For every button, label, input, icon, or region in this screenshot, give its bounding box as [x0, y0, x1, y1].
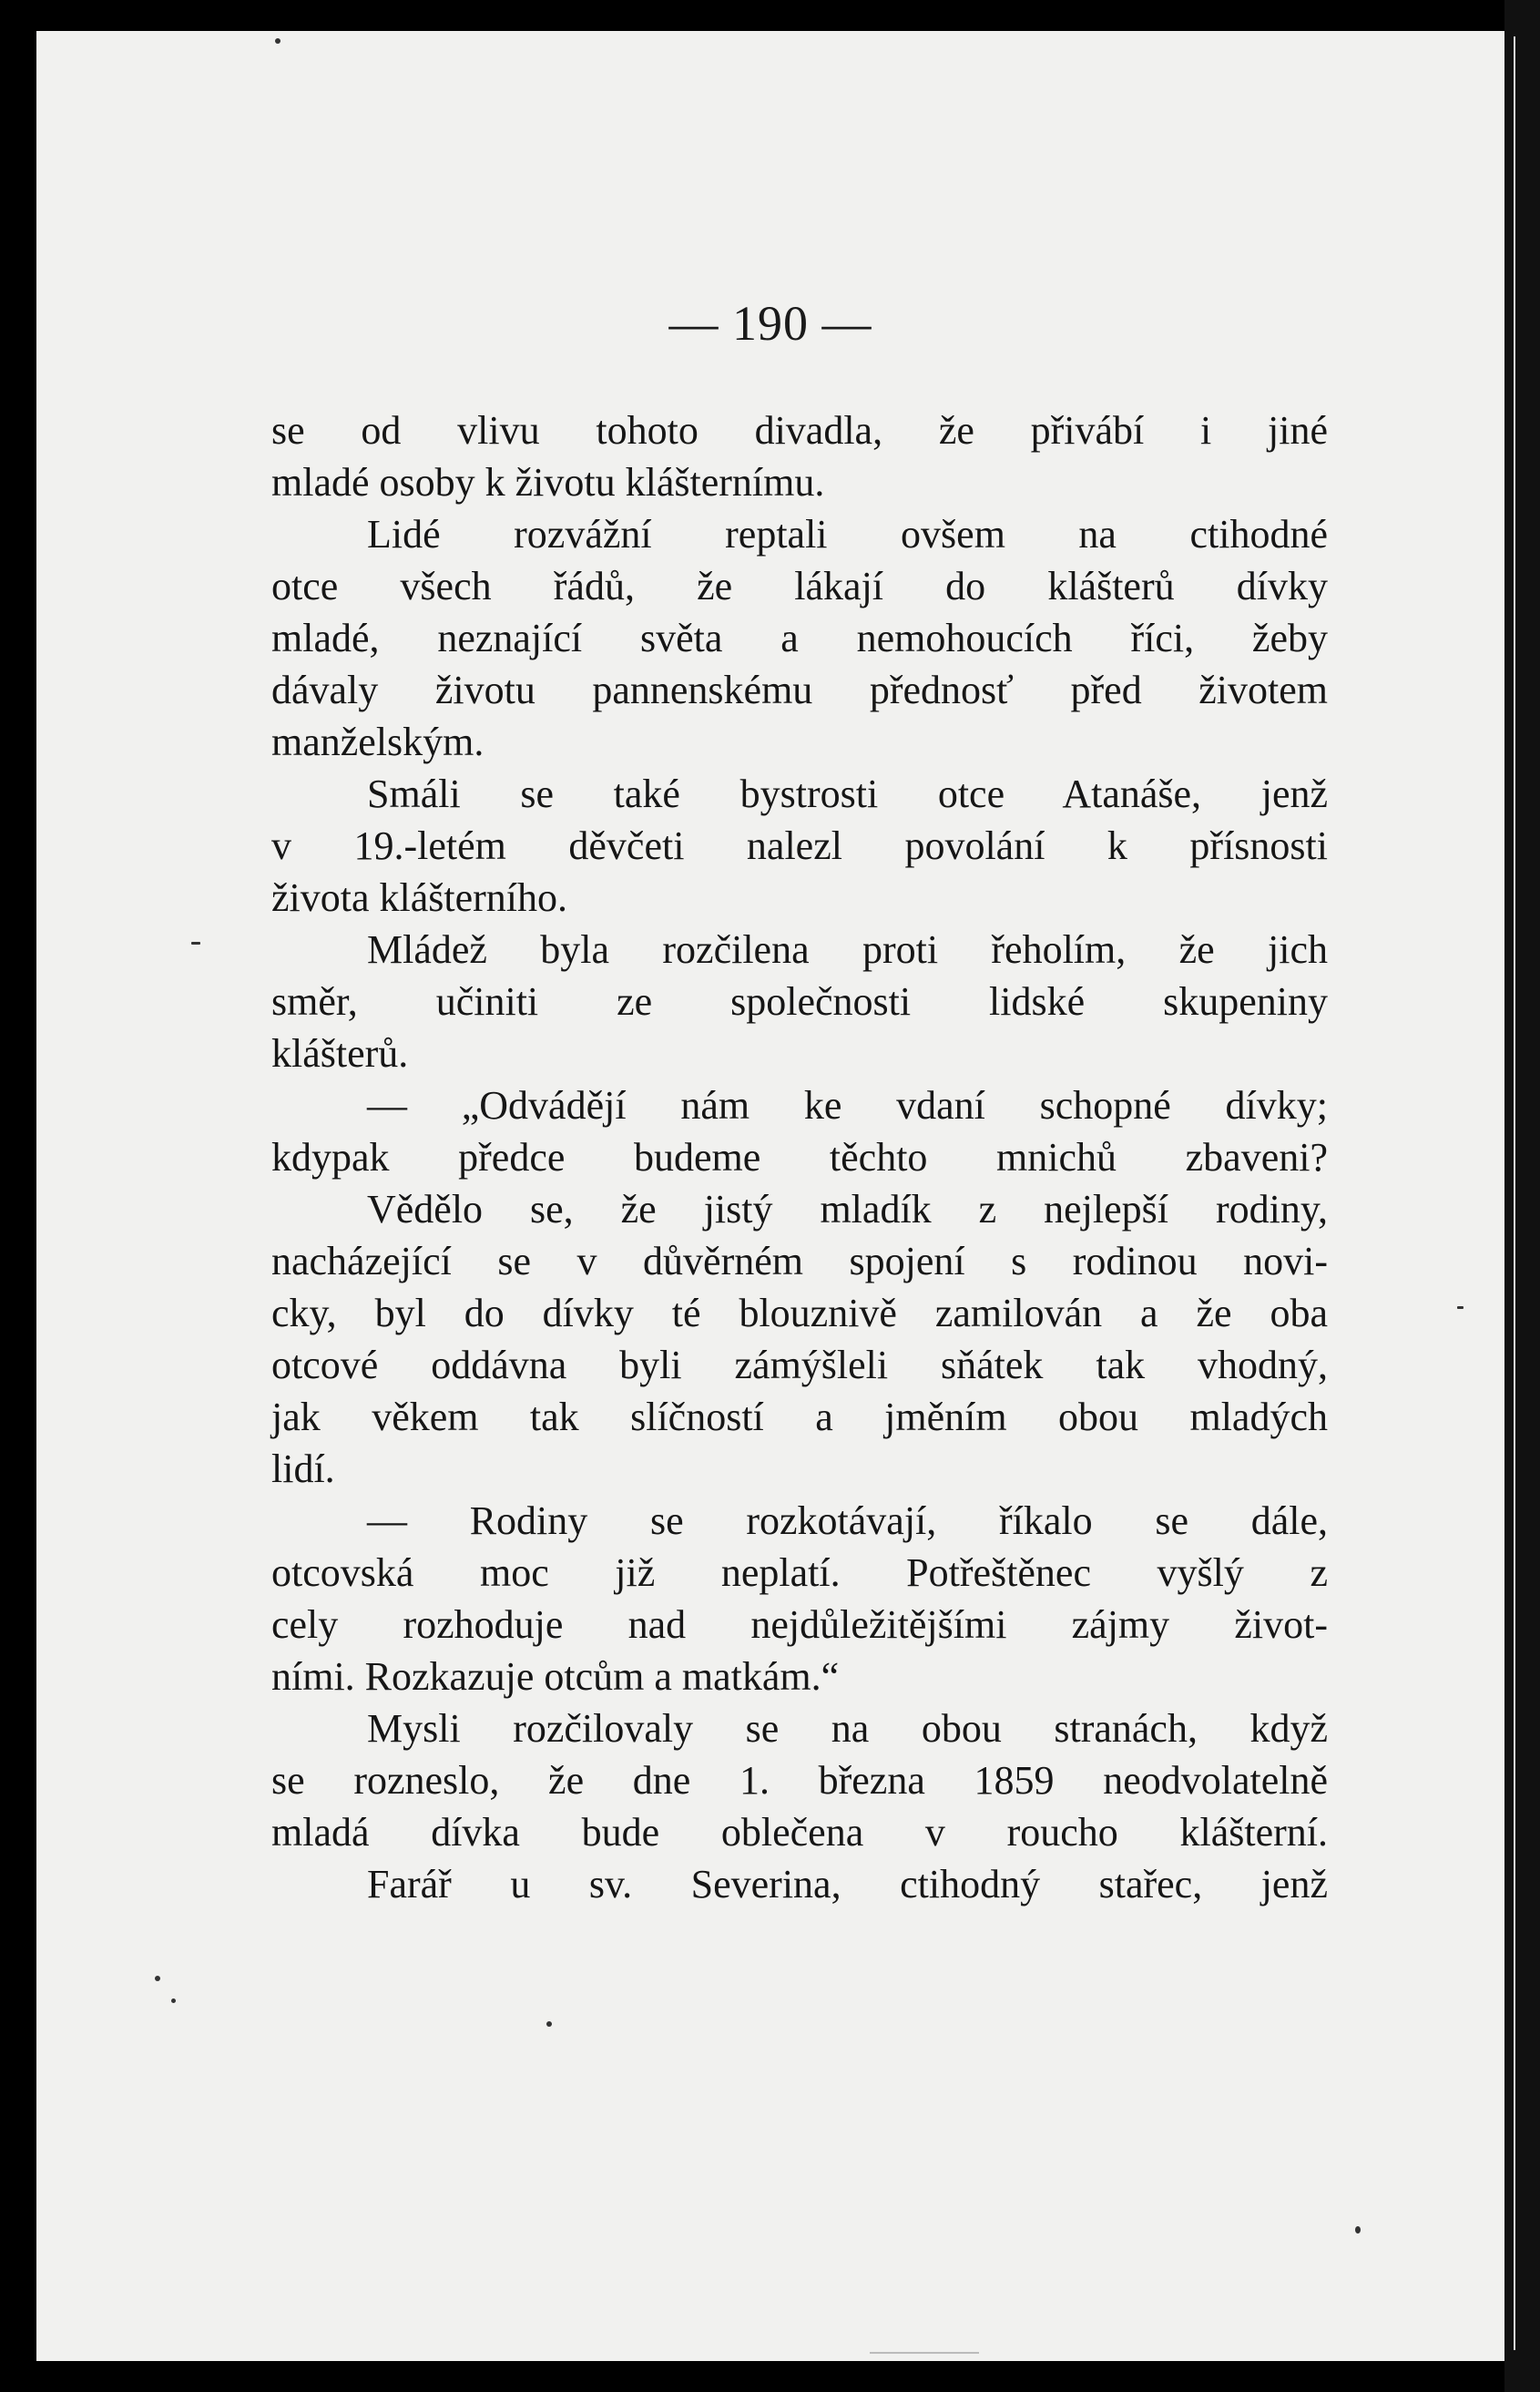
text-line: mladé osoby k životu klášternímu. [271, 460, 825, 505]
text-line: života klášterního. [271, 875, 568, 920]
text-line: Farář u sv. Severina, ctihodný stařec, jenž [367, 1862, 1328, 1906]
text-line: Mysli rozčilovaly se na obou stranách, když [367, 1706, 1328, 1751]
text-line: Smáli se také bystrosti otce Atanáše, jenž [367, 772, 1328, 816]
text-line: směr, učiniti ze společnosti lidské skupeniny [271, 979, 1328, 1024]
text-line: mladá dívka bude oblečena v roucho klášterní. [271, 1810, 1328, 1855]
text-line: se od vlivu tohoto divadla, že přivábí i jiné [271, 408, 1328, 453]
text-line: cely rozhoduje nad nejdůležitějšími zájmy život- [271, 1602, 1328, 1647]
text-line: jak věkem tak slíčností a jměním obou mladých [271, 1395, 1328, 1439]
scan-speck [191, 942, 200, 945]
text-line: Vědělo se, že jistý mladík z nejlepší rodiny, [367, 1187, 1328, 1232]
text-line: ními. Rozkazuje otcům a matkám.“ [271, 1654, 840, 1699]
scan-speck [870, 2352, 979, 2354]
text-line: nacházející se v důvěrném spojení s rodinou novi- [271, 1239, 1328, 1283]
scan-speck [1355, 2226, 1361, 2234]
text-line: Mládež byla rozčilena proti řeholím, že jich [367, 927, 1328, 972]
scan-edge-strip [1504, 0, 1540, 2392]
text-line: mladé, neznající světa a nemohoucích říci, žeby [271, 616, 1328, 660]
text-line: — „Odvádějí nám ke vdaní schopné dívky; [367, 1083, 1328, 1128]
body-text [271, 404, 1328, 1910]
scan-speck [155, 1976, 160, 1981]
text-line: — Rodiny se rozkotávají, říkalo se dále, [367, 1498, 1328, 1543]
text-line: v 19.-letém děvčeti nalezl povolání k přísnosti [271, 823, 1328, 868]
scan-speck [1457, 1306, 1464, 1309]
text-line: cky, byl do dívky té blouznivě zamilován a že oba [271, 1291, 1328, 1335]
page-number: — 190 — [668, 296, 872, 351]
text-line: klášterů. [271, 1031, 409, 1076]
scan-speck [275, 38, 280, 44]
text-line: otce všech řádů, že lákají do klášterů dívky [271, 564, 1328, 608]
text-line: manželským. [271, 720, 484, 764]
book-page [36, 31, 1504, 2361]
text-line: se rozneslo, že dne 1. března 1859 neodvolatelně [271, 1758, 1328, 1803]
text-line: dávaly životu pannenskému přednosť před životem [271, 668, 1328, 712]
text-line: otcovská moc již neplatí. Potřeštěnec vyšlý z [271, 1550, 1328, 1595]
text-line: kdypak předce budeme těchto mnichů zbaveni? [271, 1135, 1328, 1180]
text-line: lidí. [271, 1446, 335, 1491]
scan-edge-line [1514, 36, 1515, 2350]
text-line: Lidé rozvážní reptali ovšem na ctihodné [367, 512, 1328, 557]
scan-speck [171, 1998, 176, 2003]
text-line: otcové oddávna byli zámýšleli sňátek tak vhodný, [271, 1343, 1328, 1387]
scan-speck [546, 2021, 552, 2027]
